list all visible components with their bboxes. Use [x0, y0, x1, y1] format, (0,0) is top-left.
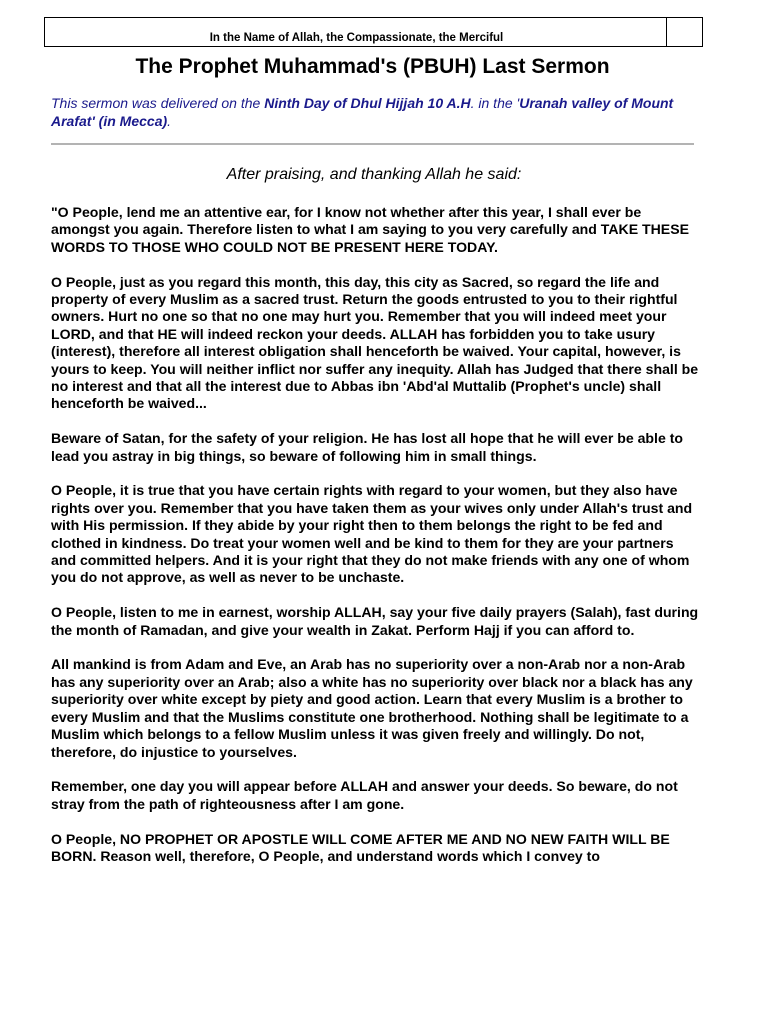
sermon-paragraph: All mankind is from Adam and Eve, an Arab has no superiority over a non-Arab nor a non-Arab has any superiority over an Arab; also a white has no superiority over black nor a black has any superiority over white except by piety and good action. Learn that every Muslim is a brother to every Muslim and that the Muslims constitute one brotherhood. Nothing shall be legitimate to a Muslim which belongs to a fellow Muslim unless it was given freely and willingly. Do not, therefore, do injustice to yourselves.: [51, 656, 693, 760]
sermon-paragraph: O People, NO PROPHET OR APOSTLE WILL COME AFTER ME AND NO NEW FAITH WILL BE BORN. Reason well, therefore, O People, and understand words which I convey to: [51, 830, 670, 864]
sermon-body: [51, 204, 701, 883]
sermon-paragraph: "O People, lend me an attentive ear, for I know not whether after this year, I shall ever be amongst you again. Therefore listen to what I am saying to you very carefully and TAKE THESE WORDS TO THOSE WHO COULD NOT BE PRESENT HERE TODAY.: [51, 204, 690, 255]
header-empty-cell: [666, 17, 702, 47]
intro-paragraph: [51, 94, 701, 130]
sermon-paragraph: Remember, one day you will appear before ALLAH and answer your deeds. So beware, do not stray from the path of righteousness after I am gone.: [51, 778, 678, 812]
praise-line: After praising, and thanking Allah he said:: [226, 166, 522, 183]
cut-off-text-line: [86, 1014, 686, 1026]
page-title: The Prophet Muhammad's (PBUH) Last Sermon: [135, 55, 610, 78]
sermon-paragraph: O People, listen to me in earnest, worship ALLAH, say your five daily prayers (Salah), fast during the month of Ramadan, and give your wealth in Zakat. Perform Hajj if you can afford to.: [51, 604, 699, 638]
sermon-paragraph: O People, it is true that you have certain rights with regard to your women, but they also have rights over you. Remember that you have taken them as your wives only under Allah's trust and with His permission. If they abide by your right then to them belongs the right to be fed and clothed in kindness. Do treat your women well and be kind to them for they are your partners and committed helpers. And it is your right that they do not make friends with any one of whom you do not approve, as well as never to be unchaste.: [51, 482, 693, 586]
sermon-paragraph: O People, just as you regard this month, this day, this city as Sacred, so regard the life and property of every Muslim as a sacred trust. Return the goods entrusted to you to their rightful owners. Hurt no one so that no one may hurt you. Remember that you will indeed meet your LORD, and that HE will indeed reckon your deeds. ALLAH has forbidden you to take usury (interest), therefore all interest obligation shall henceforth be waived. Your capital, however, is yours to keep. You will neither inflict nor suffer any inequity. Allah has Judged that there shall be no interest and that all the interest due to Abbas ibn 'Abd'al Muttalib (Prophet's uncle) shall henceforth be waived...: [51, 273, 699, 412]
intro-text-1: This sermon was delivered on the: [51, 95, 265, 111]
intro-place: Uranah valley of Mount Arafat' (in Mecca): [51, 95, 674, 129]
intro-text-3: .: [167, 113, 172, 129]
bismillah-text: In the Name of Allah, the Compassionate, the Merciful: [209, 32, 504, 44]
sermon-paragraph: Beware of Satan, for the safety of your religion. He has lost all hope that he will ever be able to lead you astray in big things, so beware of following him in small things.: [51, 430, 684, 464]
header-box: [44, 17, 703, 47]
intro-date: Ninth Day of Dhul Hijjah 10 A.H: [264, 95, 471, 111]
intro-text-2: . in the ': [470, 95, 520, 111]
horizontal-divider: [51, 143, 694, 145]
